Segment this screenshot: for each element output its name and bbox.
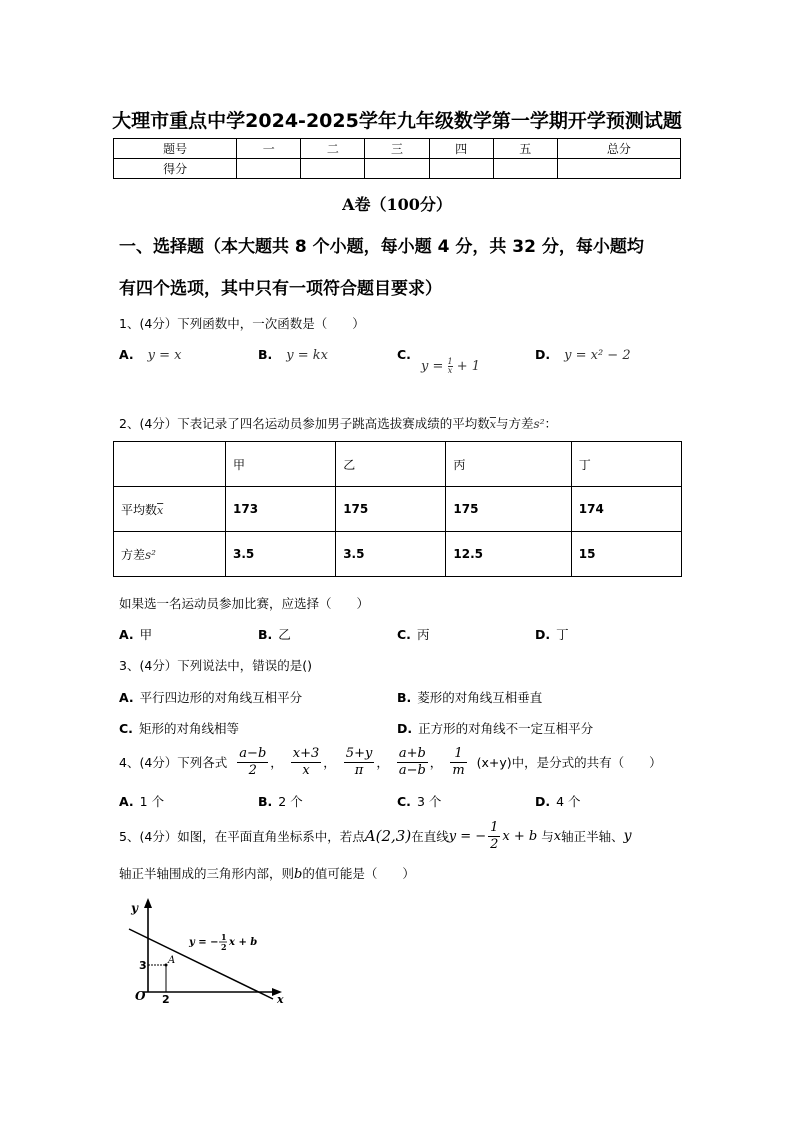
row-label (114, 487, 226, 532)
option-text: 2 个 (278, 794, 303, 809)
table-cell: 12.5 (446, 532, 571, 577)
var-math: b (294, 867, 303, 882)
table-cell: 3.5 (226, 532, 336, 577)
fraction-denominator: π (354, 762, 364, 778)
stem-text: 在直线 (411, 829, 449, 844)
score-cell: 四 (429, 139, 493, 159)
tick-label-2: 2 (162, 993, 170, 1005)
table-cell: 173 (226, 487, 336, 532)
option-text: 丁 (556, 627, 569, 642)
fraction-numerator: 5+y (345, 745, 373, 761)
fraction (450, 746, 466, 779)
score-table (113, 138, 681, 179)
x-axis-label: x (277, 993, 284, 1005)
option-label: A. (119, 347, 134, 362)
fraction-numerator: a−b (239, 745, 267, 761)
question-1-stem: 1、(4分）下列函数中，一次函数是（ ） (119, 316, 365, 331)
stem-text: 轴正半轴、 (561, 829, 624, 844)
option-text: 丙 (416, 627, 430, 642)
score-input-cell[interactable] (429, 159, 493, 179)
table-row (114, 532, 682, 577)
q1-option-a[interactable] (119, 347, 182, 363)
score-cell: 得分 (114, 159, 237, 179)
line-math: y = − (448, 828, 487, 844)
score-cell: 二 (301, 139, 365, 159)
var-math: x (553, 828, 562, 844)
fraction (488, 820, 500, 853)
option-text: 平行四边形的对角线互相平分 (139, 690, 303, 705)
score-cell: 总分 (557, 139, 680, 159)
option-label: B. (258, 794, 273, 809)
row-label (114, 532, 226, 577)
q2-option-b[interactable] (258, 625, 291, 643)
option-text: 正方形的对角线不一定互相平分 (418, 721, 594, 736)
table-header-cell: 乙 (336, 442, 446, 487)
page-title: 大理市重点中学2024-2025学年九年级数学第一学期开学预测试题 (112, 110, 682, 132)
option-label: B. (258, 347, 273, 362)
q1-option-d[interactable] (535, 347, 631, 363)
option-label: C. (397, 794, 411, 809)
score-cell: 三 (365, 139, 429, 159)
variance-symbol: s² (533, 417, 545, 431)
stem-text: 5、(4分）如图，在平面直角坐标系中，若点 (119, 829, 365, 844)
score-table-header-row (114, 139, 681, 159)
score-cell: 题号 (114, 139, 237, 159)
fraction (237, 746, 268, 779)
score-cell: 五 (493, 139, 557, 159)
option-label: A. (119, 627, 134, 642)
option-label: D. (535, 794, 551, 809)
table-cell: 175 (336, 487, 446, 532)
athlete-stats-table (113, 441, 682, 577)
q2-option-c[interactable] (397, 625, 429, 643)
table-row (114, 487, 682, 532)
stem-text: ： (544, 416, 558, 431)
fraction-denominator: x (302, 762, 310, 778)
fraction-numerator: 1 (447, 357, 453, 366)
fraction-denominator: m (452, 762, 465, 778)
fraction-denominator: 2 (248, 762, 257, 778)
q4-option-b[interactable] (258, 792, 303, 810)
mean-symbol: $\overline{x}$ (157, 503, 164, 517)
q4-option-c[interactable] (397, 792, 441, 810)
row-label-text: 方差 (121, 547, 146, 562)
option-label: B. (397, 690, 412, 705)
table-header-cell: 甲 (226, 442, 336, 487)
q1-option-c[interactable] (397, 347, 417, 362)
option-text: 甲 (139, 627, 153, 642)
stem-text: 的值可能是（ ） (302, 866, 415, 881)
fraction-numerator: 1 (490, 819, 499, 835)
stem-text: 轴正半轴围成的三角形内部，则 (119, 866, 295, 881)
coordinate-figure (125, 895, 295, 1005)
q3-option-c[interactable] (119, 719, 239, 737)
fraction-numerator: a+b (398, 745, 426, 761)
table-cell: 3.5 (336, 532, 446, 577)
y-axis-arrow-icon (144, 898, 152, 908)
option-label: A. (119, 794, 134, 809)
question-4-stem: 4、(4分）下列各式 $\frac{a-b}{2}$ ， $\frac{x+3}{x}$ ， $\frac{5+y}{\pi}$ ， $\frac{a+b}{a-b}$ ， $\frac{1}{m}$ (x+y)中，是分式的共有（ ） (119, 745, 662, 778)
option-text: 乙 (278, 627, 291, 642)
table-cell: 15 (571, 532, 681, 577)
table-cell (114, 442, 226, 487)
option-math: y = kx (286, 348, 328, 363)
score-input-cell[interactable] (237, 159, 301, 179)
question-2-follow: 如果选一名运动员参加比赛，应选择（ ） (119, 596, 370, 611)
option-math: y = x² − 2 (564, 348, 631, 363)
stem-text: 与 (541, 829, 554, 844)
score-input-cell[interactable] (301, 159, 365, 179)
option-label: D. (535, 627, 551, 642)
stem-text: 4、(4分）下列各式 (119, 755, 228, 770)
point-math: A(2,3) (364, 827, 412, 845)
point-a-label: A (168, 955, 176, 966)
option-text: 1 个 (139, 794, 165, 809)
stem-text: 与方差 (496, 416, 534, 431)
line-equation-pre: y = − (189, 937, 219, 948)
option-label: C. (397, 627, 411, 642)
question-5-stem-line2 (119, 864, 415, 882)
fraction-denominator: 2 (490, 836, 499, 852)
fraction-denominator: a−b (398, 762, 426, 778)
paper-section-heading: A卷（100分） (342, 195, 452, 214)
question-2-stem (119, 414, 557, 432)
option-math: y = x (147, 348, 182, 363)
option-text: 3 个 (416, 794, 442, 809)
option-text: 4 个 (556, 794, 581, 809)
tick-label-3: 3 (139, 959, 147, 972)
table-header-cell: 丁 (571, 442, 681, 487)
fraction-numerator: 1 (450, 746, 466, 763)
table-cell: 174 (571, 487, 681, 532)
question-5-stem-line1 (119, 816, 632, 856)
fraction (291, 746, 322, 779)
option-text: 菱形的对角线互相垂直 (417, 690, 543, 705)
fraction (344, 746, 375, 779)
score-input-cell[interactable] (365, 159, 429, 179)
fraction-denominator: x (447, 366, 453, 375)
score-input-cell[interactable] (493, 159, 557, 179)
var-math: y (623, 828, 632, 844)
option-label: C. (397, 347, 411, 362)
table-cell: 175 (446, 487, 571, 532)
q3-option-b[interactable] (397, 688, 542, 706)
q3-option-d[interactable] (397, 719, 593, 737)
option-label: A. (119, 690, 134, 705)
fraction (397, 746, 428, 779)
table-header-cell: 丙 (446, 442, 571, 487)
q1-option-c-math (421, 358, 480, 375)
row-label-text: 平均数 (121, 502, 158, 517)
section-heading-line2: 有四个选项，其中只有一项符合题目要求） (119, 279, 442, 299)
option-math: + 1 (452, 359, 481, 374)
option-label: C. (119, 721, 133, 736)
question-3-stem: 3、(4分）下列说法中，错误的是() (119, 658, 313, 673)
option-text: 矩形的对角线相等 (138, 721, 239, 736)
table-header-row (114, 442, 682, 487)
line-math: x + b (502, 828, 538, 844)
score-input-cell[interactable] (557, 159, 680, 179)
option-math: y = (421, 359, 448, 374)
stem-text: (x+y)中，是分式的共有（ ） (476, 755, 662, 770)
q4-option-d[interactable] (535, 792, 581, 810)
q2-option-a[interactable] (119, 625, 152, 643)
q2-option-d[interactable] (535, 625, 569, 643)
mean-symbol: $\overline{x}$ (489, 418, 497, 431)
score-cell: 一 (237, 139, 301, 159)
option-label: D. (397, 721, 413, 736)
stem-text: 2、(4分）下表记录了四名运动员参加男子跳高选拔赛成绩的平均数 (119, 416, 490, 431)
line-equation-den: 2 (221, 942, 227, 952)
score-table-score-row (114, 159, 681, 179)
q3-option-a[interactable] (119, 688, 302, 706)
option-label: B. (258, 627, 273, 642)
q1-option-b[interactable] (258, 347, 328, 363)
section-heading-line1: 一、选择题（本大题共 8 个小题，每小题 4 分，共 32 分，每小题均 (119, 237, 644, 257)
q4-option-a[interactable] (119, 792, 164, 810)
origin-label: O (135, 989, 146, 1003)
y-axis-label: y (131, 901, 138, 915)
option-label: D. (535, 347, 551, 362)
variance-symbol: s² (145, 547, 156, 562)
line-equation-post: x + b (229, 937, 258, 948)
line-equation-num: 1 (221, 932, 227, 942)
fraction-numerator: x+3 (292, 745, 320, 761)
